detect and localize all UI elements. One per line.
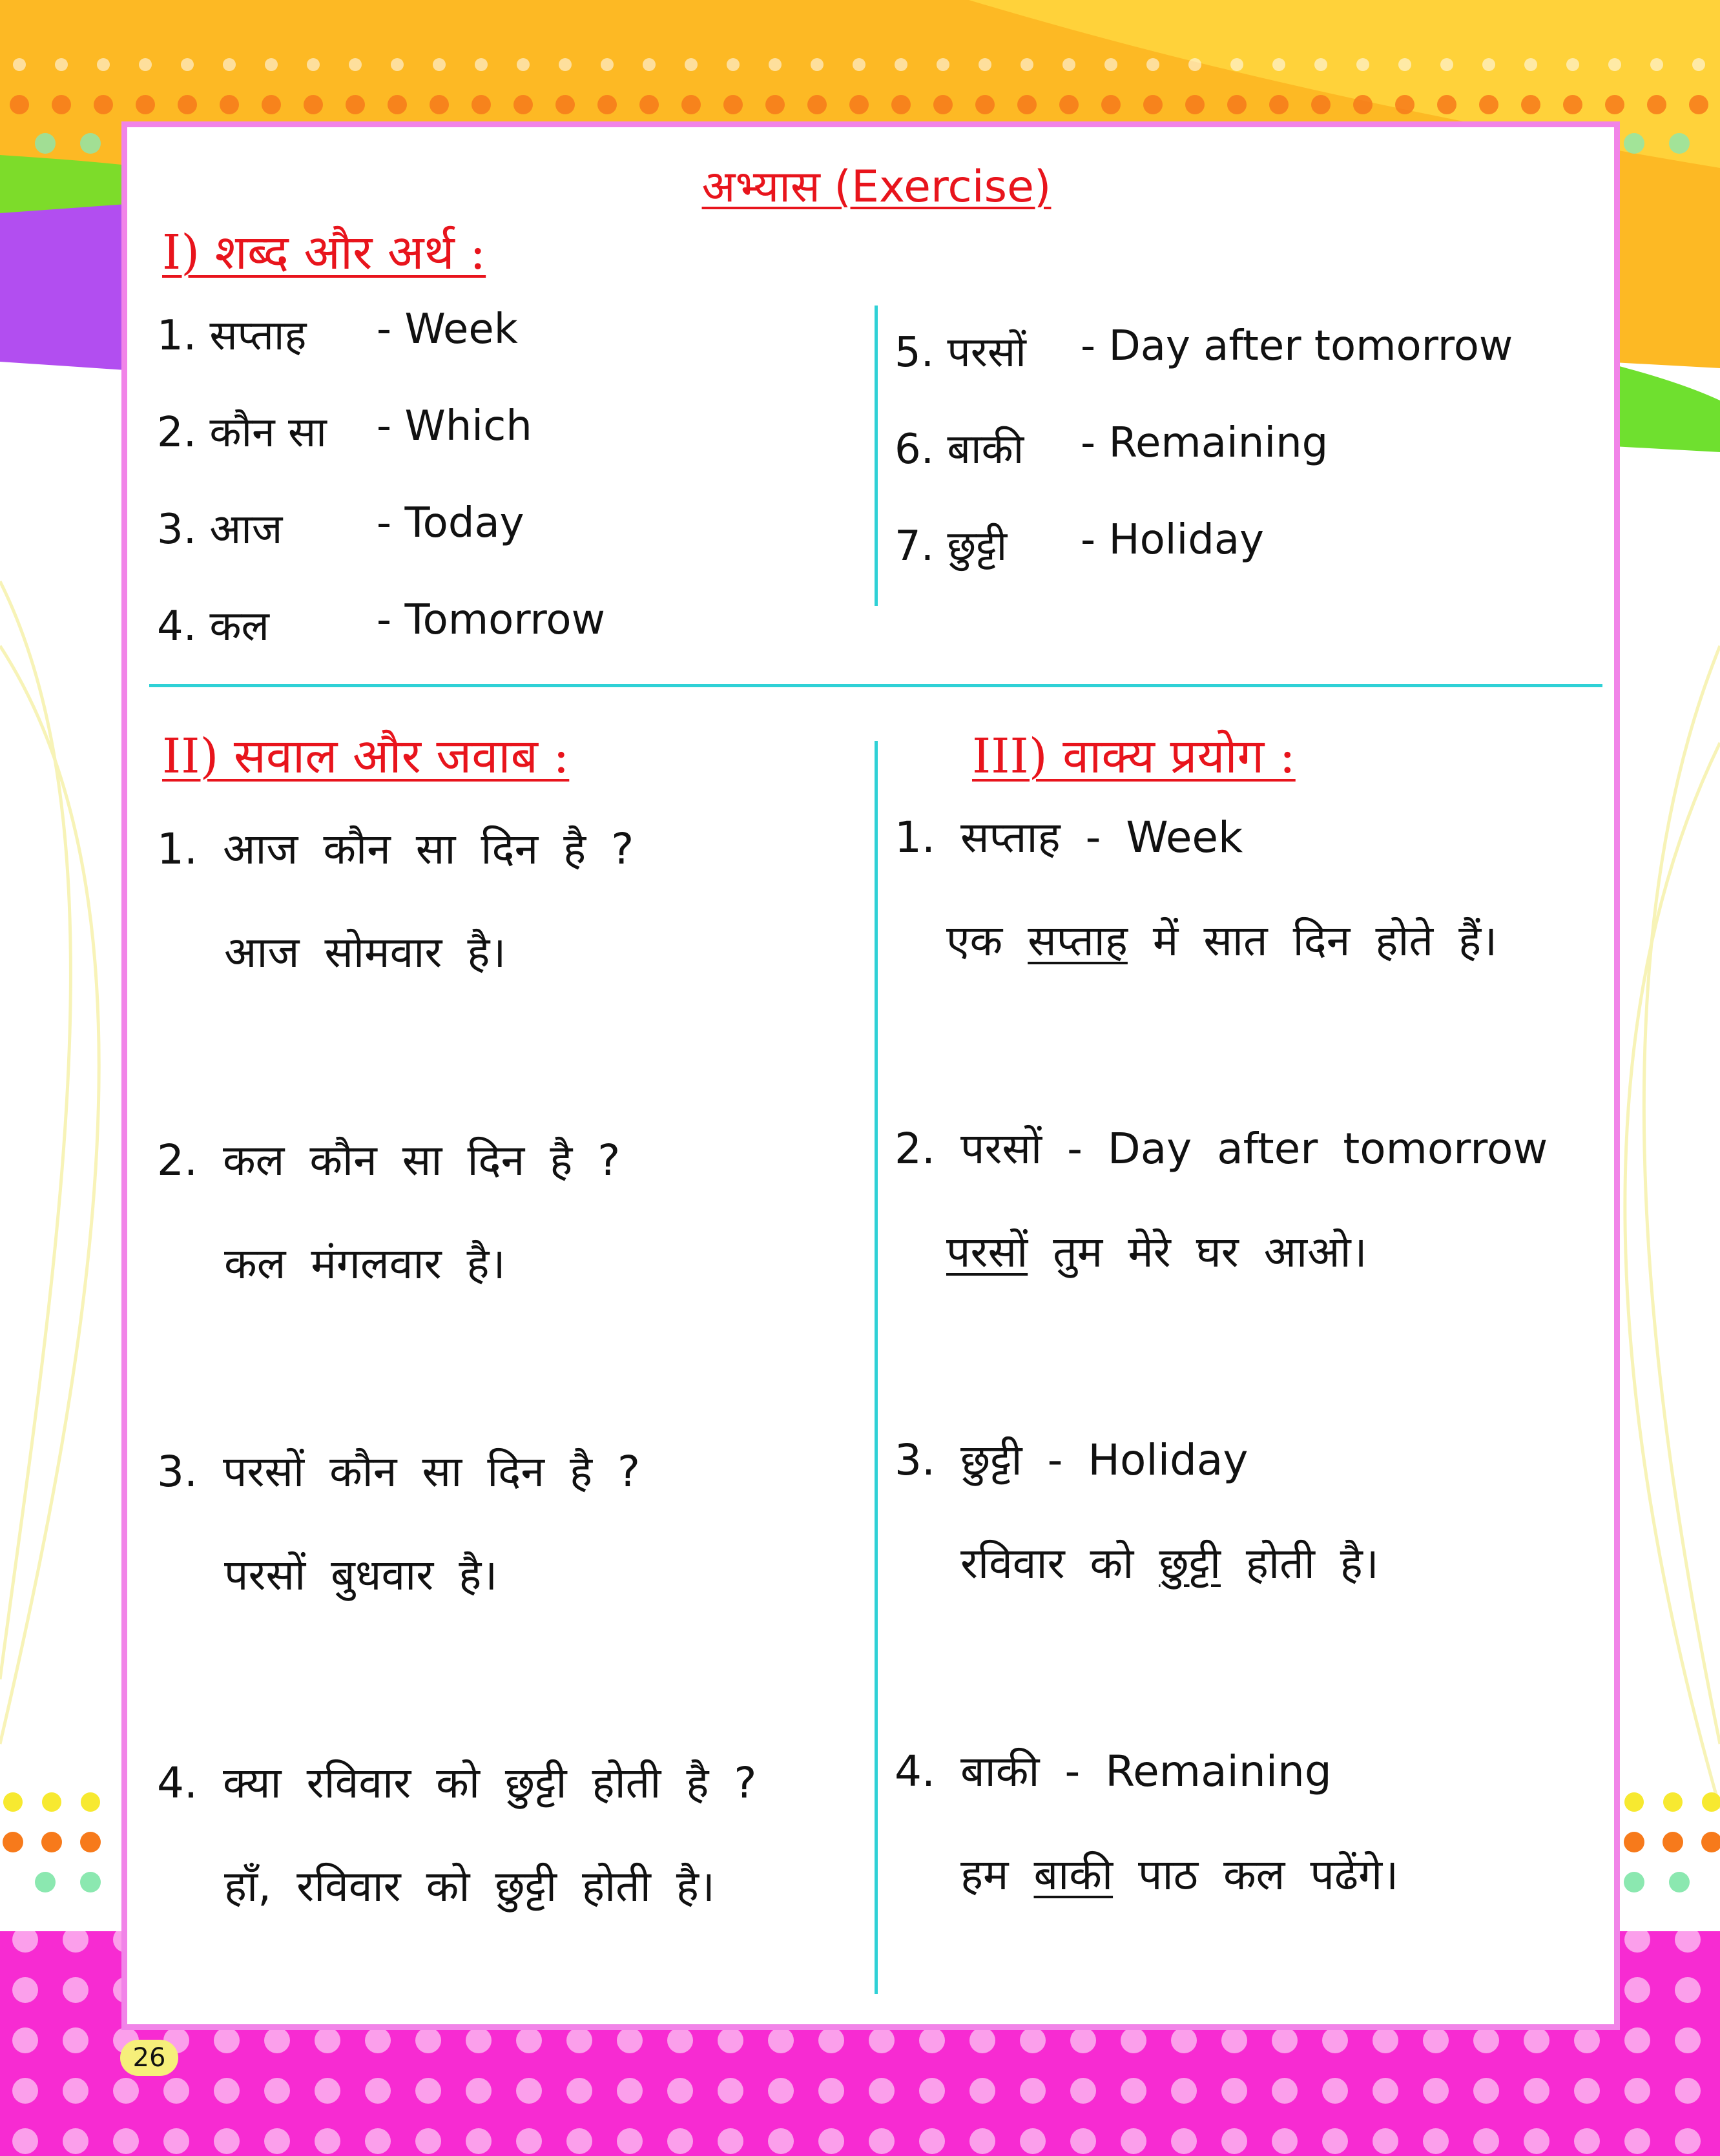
- underlined-word: सप्ताह: [1028, 916, 1128, 966]
- word-hindi: 1. सप्ताह: [157, 312, 307, 360]
- section-divider: [149, 684, 1602, 687]
- question-4: 4. क्या रविवार को छुट्टी होती है ?: [157, 1758, 757, 1808]
- sentence-post: में सात दिन होते हैं।: [1127, 916, 1498, 966]
- sentence-post: पाठ कल पढेंगे।: [1113, 1850, 1399, 1900]
- words-column-divider: [875, 306, 878, 606]
- word-meaning: - Which: [377, 402, 532, 450]
- underlined-word: छुट्टी: [1159, 1539, 1221, 1588]
- sentence-post: होती है।: [1220, 1539, 1379, 1588]
- sentence-pre: हम: [960, 1850, 1034, 1900]
- question-2: 2. कल कौन सा दिन है ?: [157, 1135, 621, 1185]
- answer-4: हाँ, रविवार को छुट्टी होती है।: [224, 1861, 715, 1911]
- sentence-3: [960, 1533, 1379, 1591]
- page-number-badge: 26: [120, 2040, 178, 2076]
- word-hindi: 5. परसों: [895, 329, 1026, 377]
- word-item-4: [157, 596, 605, 652]
- question-3: 3. परसों कौन सा दिन है ?: [157, 1447, 641, 1497]
- word-item-6: [895, 419, 1329, 475]
- sentence-word-3: 3. छुट्टी - Holiday: [895, 1435, 1249, 1485]
- word-hindi: 4. कल: [157, 603, 269, 650]
- section-sentence-heading: III) वाक्य प्रयोग :: [972, 729, 1296, 784]
- underlined-word: बाकी: [1033, 1850, 1114, 1900]
- word-meaning: - Day after tomorrow: [1081, 322, 1513, 370]
- section-words-heading: I) शब्द और अर्थ :: [162, 225, 486, 280]
- sentence-word-1: 1. सप्ताह - Week: [895, 813, 1243, 862]
- word-item-7: [895, 516, 1264, 572]
- word-hindi: 3. आज: [157, 506, 283, 554]
- word-meaning: - Holiday: [1081, 516, 1264, 564]
- word-hindi: 7. छुट्टी: [895, 523, 1008, 570]
- section-qa-heading: II) सवाल और जवाब :: [162, 729, 570, 784]
- sentence-post: तुम मेरे घर आओ।: [1028, 1227, 1367, 1277]
- sentence-2: [946, 1221, 1367, 1280]
- word-item-2: [157, 402, 532, 459]
- answer-1: आज सोमवार है।: [224, 928, 506, 977]
- sentence-4: [960, 1844, 1398, 1902]
- word-hindi: 2. कौन सा: [157, 409, 327, 457]
- exercise-card: [121, 121, 1620, 2030]
- answer-3: परसों बुधवार है।: [224, 1550, 498, 1600]
- word-meaning: - Today: [377, 499, 524, 547]
- word-hindi: 6. बाकी: [895, 426, 1024, 473]
- answer-2: कल मंगलवार है।: [224, 1239, 506, 1289]
- sentence-word-4: 4. बाकी - Remaining: [895, 1747, 1332, 1796]
- word-item-3: [157, 499, 524, 555]
- page-title: अभ्यास (Exercise): [701, 161, 1052, 212]
- question-1: 1. आज कौन सा दिन है ?: [157, 824, 634, 874]
- word-meaning: - Week: [377, 306, 518, 353]
- qa-column-divider: [875, 741, 878, 1994]
- sentence-word-2: 2. परसों - Day after tomorrow: [895, 1124, 1548, 1174]
- word-meaning: - Tomorrow: [377, 596, 605, 644]
- sentence-pre: रविवार को: [960, 1539, 1159, 1588]
- word-item-1: [157, 306, 518, 362]
- underlined-word: परसों: [946, 1227, 1028, 1277]
- sentence-1: [946, 910, 1497, 968]
- word-item-5: [895, 322, 1513, 378]
- word-meaning: - Remaining: [1081, 419, 1329, 467]
- sentence-pre: एक: [946, 916, 1028, 966]
